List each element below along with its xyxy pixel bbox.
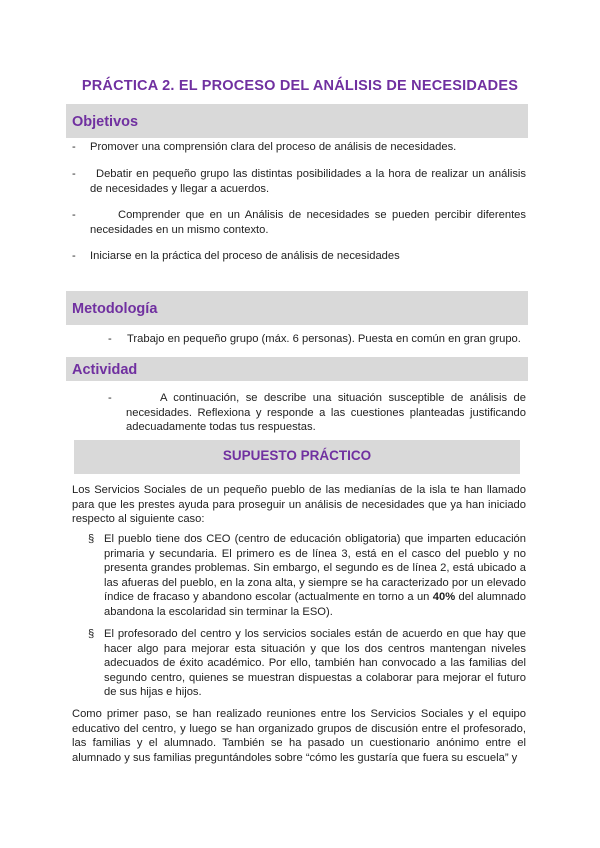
actividad-item [108,391,526,435]
objetivo-item [72,249,526,264]
objetivo-item [72,167,526,196]
section-header-objetivos [66,104,528,138]
list-dash: - [72,250,76,262]
objetivo-text: Debatir en pequeño grupo las distintas posibilidades a la hora de realizar un análisis de necesidades y llegar a acuerdos. [90,168,526,195]
supuesto-intro: Los Servicios Sociales de un pequeño pueblo de las medianías de la isla te han llamado para que les prestes ayuda para proseguir un análisis de necesidades que ya han iniciado respecto al siguiente caso: [72,484,526,526]
metodologia-text: Trabajo en pequeño grupo (máx. 6 personas). Puesta en común en gran grupo. [127,333,521,345]
list-dash: - [108,392,112,404]
objetivo-text: Comprender que en un Análisis de necesidades se pueden percibir diferentes necesidades en un mismo contexto. [90,209,526,236]
bullet-text: El profesorado del centro y los servicios sociales están de acuerdo en que hay que hacer algo para mejorar esta situación y que los dos centros mantengan niveles adecuados de éxito académico. Por ello, también han convocado a las familias del segundo centro, quienes se muestran dispuestas a colaborar para mejorar el futuro de sus hijas e hijos. [104,628,526,699]
supuesto-bullet [88,532,526,620]
list-dash: - [108,333,112,345]
bullet-text-part: del alumnado abandona la escolaridad sin terminar la ESO). [104,591,526,618]
list-dash: - [72,168,76,180]
list-dash: - [72,209,76,221]
objetivo-text: Iniciarse en la práctica del proceso de análisis de necesidades [90,250,400,262]
section-header-metodologia [66,291,528,325]
section-title-actividad: Actividad [72,362,138,378]
supuesto-title: SUPUESTO PRÁCTICO [222,448,372,463]
section-header-actividad [66,357,528,381]
bullet-text-bold: 40% [432,591,456,604]
supuesto-closing: Como primer paso, se han realizado reuniones entre los Servicios Sociales y el equipo educativo del centro, y luego se han organizado grupos de discusión entre el profesorado, las familias y el alumnado. También se ha pasado un cuestionario anónimo entre el alumnado y sus familias preguntándoles sobre “cómo les gustaría que fuera su escuela” y [72,708,526,764]
objetivo-item [72,140,526,155]
section-title-objetivos: Objetivos [72,114,139,130]
section-sign-icon: § [88,628,95,640]
metodologia-item [108,332,526,347]
objetivo-item [72,208,526,237]
list-dash: - [72,141,76,153]
supuesto-header [74,440,520,474]
bullet-text [104,532,526,620]
supuesto-bullet [88,627,526,700]
section-title-metodologia: Metodología [72,301,158,317]
actividad-text: A continuación, se describe una situación susceptible de análisis de necesidades. Reflexiona y responde a las cuestiones planteadas justificando adecuadamente todas tus respuestas. [126,392,526,434]
bullet-text-part: El pueblo tiene dos CEO (centro de educación obligatoria) que imparten educación primaria y secundaria. El primero es de línea 3, está en el casco del pueblo y no presenta grandes problemas. Sin embargo, el segundo es de línea 2, está ubicado a las afueras del pueblo, en la zona alta, y siempre se ha caracterizado por un elevado índice de fracaso y abandono escolar (actualmente en torno a un [104,533,526,604]
objetivo-text: Promover una comprensión clara del proceso de análisis de necesidades. [90,141,457,153]
section-sign-icon: § [88,533,95,545]
page-title: PRÁCTICA 2. EL PROCESO DEL ANÁLISIS DE NECESIDADES [81,78,519,94]
